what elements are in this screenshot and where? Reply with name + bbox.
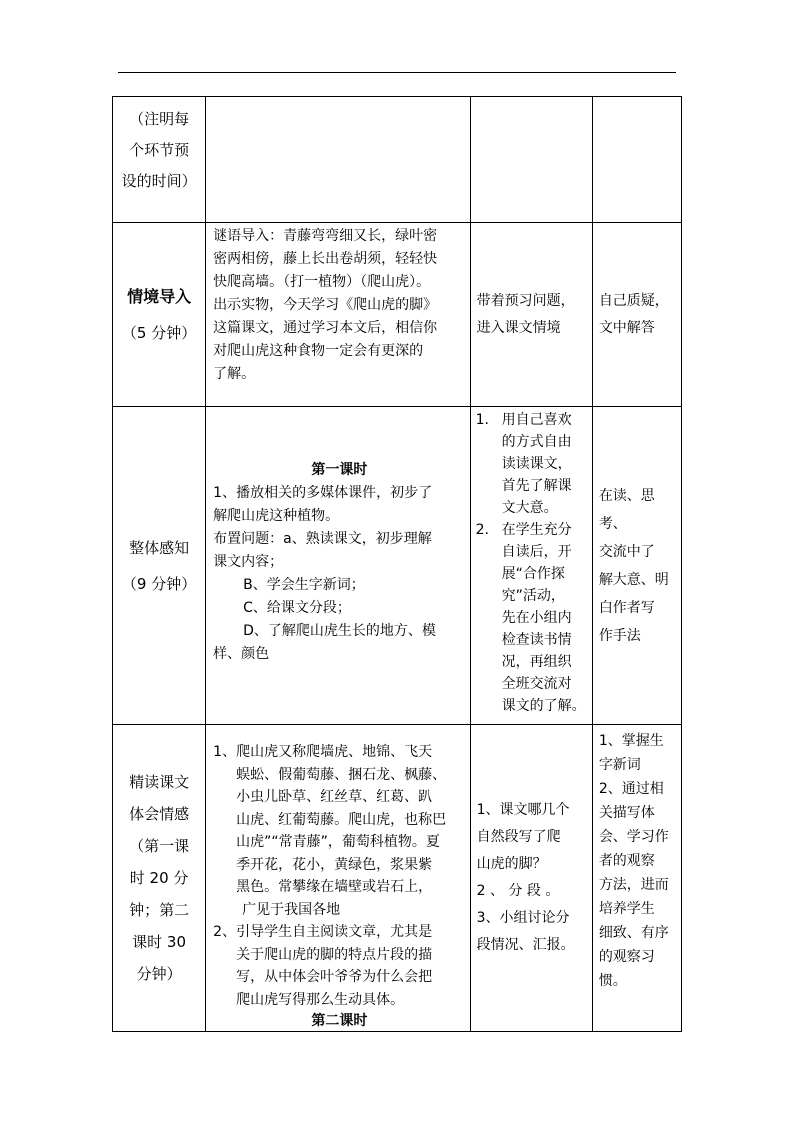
lesson-plan-table bbox=[112, 96, 682, 1032]
list-item bbox=[213, 741, 465, 921]
text-line: 山虎的脚？ bbox=[476, 856, 547, 872]
text-line: 关描写体 bbox=[598, 805, 655, 821]
table-row bbox=[113, 407, 682, 725]
text-line: 字新词 bbox=[598, 757, 641, 773]
text-line: 蜈蚣、假葡萄藤、捆石龙、枫藤、 bbox=[236, 766, 447, 783]
text-line: 了解。 bbox=[213, 366, 256, 382]
text-line: 引导学生自主阅读文章，尤其是 bbox=[236, 924, 433, 940]
text-line: 3、小组讨论分 bbox=[476, 910, 570, 926]
text-line: 自读后，开 bbox=[501, 544, 572, 560]
text-line: 读读课文， bbox=[501, 456, 572, 472]
label-line: 时 20 分 bbox=[129, 869, 189, 887]
text-line: 自然段写了爬 bbox=[476, 829, 561, 845]
teacher-activity-cell bbox=[206, 407, 470, 725]
text-line: 培养学生 bbox=[598, 901, 655, 917]
text-line: 者的观察 bbox=[598, 853, 655, 869]
text-line: 布置问题：a、熟读课文，初步理解 bbox=[213, 531, 432, 547]
label-line: 精读课文 bbox=[129, 773, 190, 791]
table-row bbox=[113, 725, 682, 1032]
list-item bbox=[213, 921, 465, 1011]
text-line: 用自己喜欢 bbox=[501, 412, 572, 428]
label-line: 体会情感 bbox=[129, 805, 190, 823]
text-line: 爬山虎又称爬墙虎、地锦、飞天 bbox=[236, 744, 433, 760]
text-line: 2 、 分 段 。 bbox=[476, 883, 560, 899]
text-line: 山虎、红葡萄藤。爬山虎，也称巴 bbox=[236, 811, 447, 828]
text-line: 惯。 bbox=[598, 973, 627, 989]
text-line: 爬山虎写得那么生动具体。 bbox=[236, 991, 405, 1008]
text-line: 解大意、明 bbox=[598, 571, 669, 588]
text-line: B、学会生字新词； bbox=[243, 577, 365, 593]
text-line: 快爬高墙。（打一植物）（爬山虎）。 bbox=[213, 274, 431, 290]
text-line: 全班交流对 bbox=[501, 676, 572, 692]
stage-title: 情境导入 bbox=[127, 286, 192, 306]
text-line: 交流中了 bbox=[598, 543, 655, 560]
text-line: D、了解爬山虎生长的地方、模 bbox=[243, 623, 436, 639]
label-line: 钟；第二 bbox=[129, 901, 190, 919]
student-activity-cell bbox=[470, 97, 592, 223]
text-line: 作手法 bbox=[598, 627, 641, 644]
design-intent-cell bbox=[592, 407, 681, 725]
text-line: 谜语导入：青藤弯弯细又长，绿叶密 bbox=[213, 228, 438, 244]
text-line: 文大意。 bbox=[501, 500, 558, 516]
text-line: 课文内容； bbox=[213, 554, 284, 570]
text-line: 段情况、汇报。 bbox=[476, 937, 575, 953]
text-line: 会、学习作 bbox=[598, 829, 669, 845]
text-line: 山虎”“常青藤”，葡萄科植物。夏 bbox=[236, 834, 440, 850]
text-line: 带着预习问题， bbox=[476, 292, 575, 309]
text-line: 1、掌握生 bbox=[598, 733, 664, 749]
label-line: 设的时间） bbox=[121, 172, 197, 190]
teacher-activity-cell bbox=[206, 97, 470, 223]
list-number: 1、 bbox=[213, 744, 237, 760]
label-line: 分钟） bbox=[136, 965, 182, 983]
text-line: 的观察习 bbox=[598, 949, 655, 965]
section-heading: 第一课时 bbox=[311, 462, 368, 478]
text-line: 2、通过相 bbox=[598, 781, 664, 797]
text-line: 检查读书情 bbox=[501, 632, 572, 648]
section-heading: 第二课时 bbox=[311, 1013, 368, 1029]
text-line: 细致、有序 bbox=[598, 925, 669, 941]
text-line: 文中解答 bbox=[598, 319, 655, 336]
stage-time: （5 分钟） bbox=[121, 323, 197, 342]
list-number: 2、 bbox=[213, 924, 237, 940]
header-rule bbox=[118, 72, 676, 73]
list-item bbox=[476, 519, 588, 717]
student-activity-cell bbox=[470, 725, 592, 1032]
stage-label-cell bbox=[113, 97, 206, 223]
list-number: 2. bbox=[475, 522, 489, 538]
student-activity-cell bbox=[470, 223, 592, 407]
stage-time: （9 分钟） bbox=[121, 574, 197, 593]
text-line: 况，再组织 bbox=[501, 654, 572, 670]
student-activity-cell bbox=[470, 407, 592, 725]
design-intent-cell bbox=[592, 725, 681, 1032]
text-line: 小虫儿卧草、红丝草、红葛、趴 bbox=[236, 789, 433, 805]
table-row bbox=[113, 223, 682, 407]
text-line: 关于爬山虎的脚的特点片段的描 bbox=[236, 946, 433, 963]
stage-title: 整体感知 bbox=[129, 538, 190, 557]
text-line: 广见于我国各地 bbox=[242, 901, 341, 918]
text-line: 展“合作探 bbox=[501, 566, 565, 582]
design-intent-cell bbox=[592, 223, 681, 407]
text-line: 黑色。常攀缘在墙壁或岩石上， bbox=[236, 879, 433, 895]
table-row bbox=[113, 97, 682, 223]
text-line: 进入课文情境 bbox=[476, 319, 561, 336]
text-line: 出示实物，今天学习《爬山虎的脚》 bbox=[213, 297, 438, 313]
list-number: 1. bbox=[475, 412, 489, 428]
text-line: 对爬山虎这种食物一定会有更深的 bbox=[213, 343, 424, 359]
stage-label-cell bbox=[113, 223, 206, 407]
text-line: 在学生充分 bbox=[501, 522, 572, 538]
text-line: 的方式自由 bbox=[501, 434, 572, 450]
stage-label-cell bbox=[113, 725, 206, 1032]
text-line: 首先了解课 bbox=[501, 478, 572, 494]
text-line: 先在小组内 bbox=[501, 610, 572, 626]
text-line: 究”活动， bbox=[501, 588, 565, 604]
label-line: 课时 30 bbox=[132, 933, 186, 951]
text-line: 课文的了解。 bbox=[501, 698, 586, 714]
text-line: 季开花，花小，黄绿色，浆果紫 bbox=[236, 856, 433, 873]
teacher-activity-cell bbox=[206, 725, 470, 1032]
text-line: 密两相傍，藤上长出卷胡须，轻轻快 bbox=[213, 251, 438, 267]
text-line: 在读、思考、 bbox=[598, 487, 655, 532]
design-intent-cell bbox=[592, 97, 681, 223]
label-line: 个环节预 bbox=[129, 141, 190, 159]
text-line: C、给课文分段； bbox=[243, 600, 351, 616]
text-line: 写，从中体会叶爷爷为什么会把 bbox=[236, 969, 433, 985]
text-line: 样、颜色 bbox=[213, 646, 270, 662]
text-line: 解爬山虎这种植物。 bbox=[213, 508, 340, 524]
list-item bbox=[476, 409, 588, 519]
text-line: 方法，进而 bbox=[598, 877, 669, 893]
text-line: 自己质疑， bbox=[598, 292, 669, 309]
label-line: （第一课 bbox=[129, 837, 190, 855]
teacher-activity-cell bbox=[206, 223, 470, 407]
label-line: （注明每 bbox=[129, 110, 190, 128]
text-line: 白作者写 bbox=[598, 599, 655, 616]
text-line: 1、播放相关的多媒体课件，初步了 bbox=[213, 485, 433, 501]
text-line: 1、课文哪几个 bbox=[476, 802, 570, 818]
stage-label-cell bbox=[113, 407, 206, 725]
text-line: 这篇课文，通过学习本文后，相信你 bbox=[213, 320, 438, 336]
